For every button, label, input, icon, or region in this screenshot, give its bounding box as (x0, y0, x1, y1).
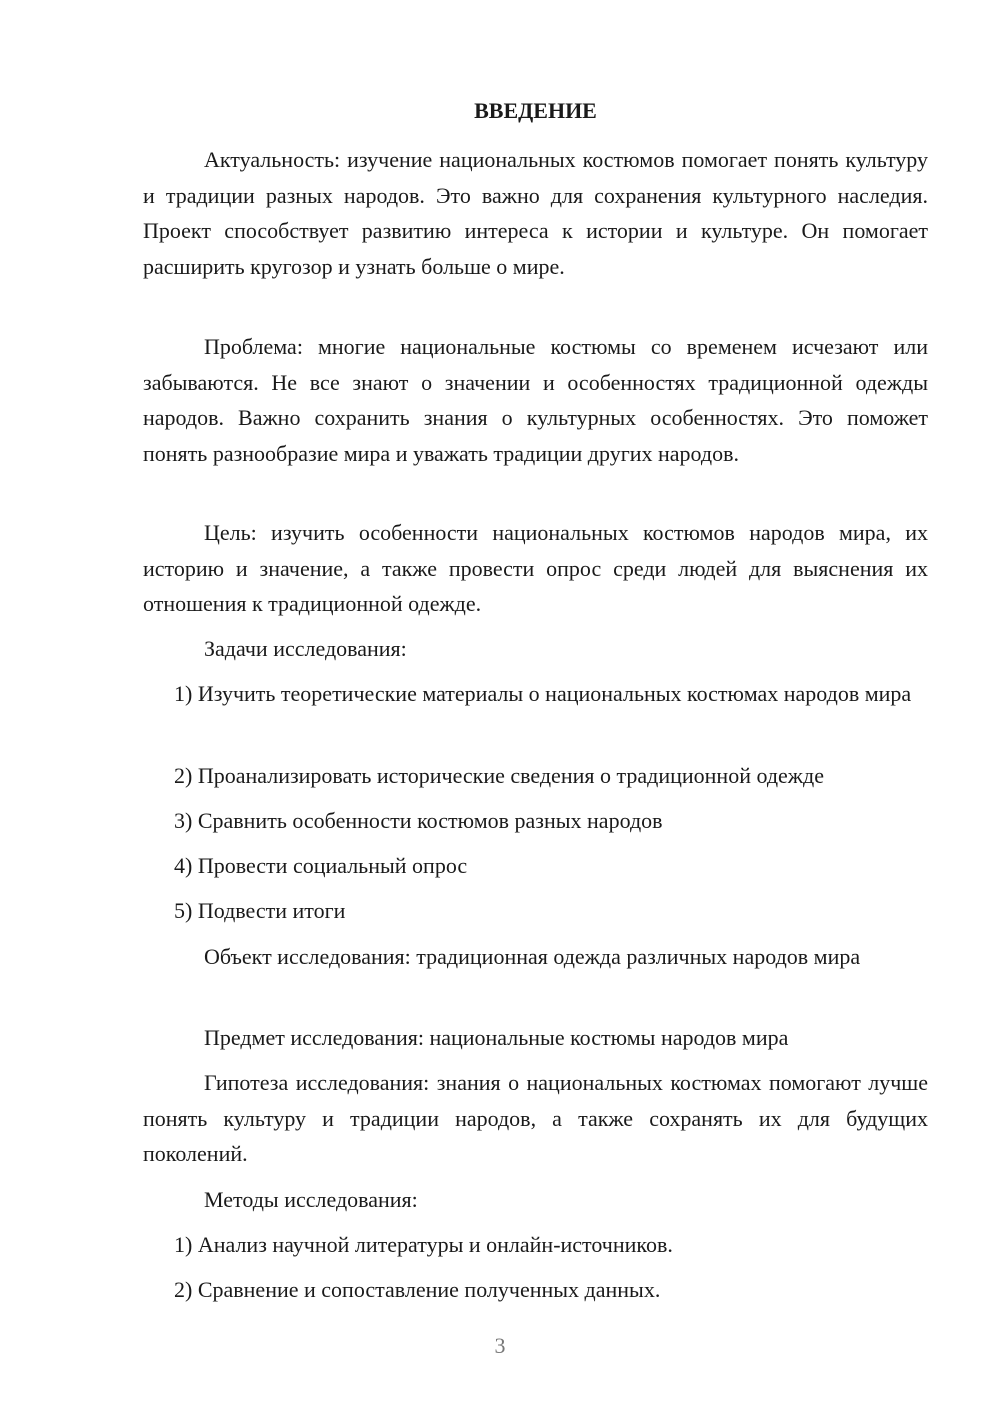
hypothesis-paragraph: Гипотеза исследования: знания о национальных костюмах помогают лучше понять культуру и традиции народов, а также сохранять их для будущих поколений. (143, 1070, 928, 1166)
task-item: 4) Провести социальный опрос (174, 853, 468, 878)
task-item: 5) Подвести итоги (174, 898, 346, 923)
subject-paragraph: Предмет исследования: национальные костюмы народов мира (204, 1025, 789, 1050)
goal-paragraph: Цель: изучить особенности национальных костюмов народов мира, их историю и значение, а также провести опрос среди людей для выяснения их отношения к традиционной одежде. (143, 520, 928, 616)
task-item: 2) Проанализировать исторические сведения о традиционной одежде (174, 763, 824, 788)
problem-paragraph: Проблема: многие национальные костюмы со временем исчезают или забываются. Не все знают о значении и особенностях традиционной одежды народов. Важно сохранить знания о культурных особенностях. Это поможет понять разнообразие мира и уважать традиции других народов. (143, 334, 928, 466)
task-item: 1) Изучить теоретические материалы о национальных костюмах народов мира (174, 681, 912, 706)
relevance-paragraph: Актуальность: изучение национальных костюмов помогает понять культуру и традиции разных народов. Это важно для сохранения культурного наследия. Проект способствует развитию интереса к истории и культуре. Он помогает расширить кругозор и узнать больше о мире. (143, 147, 928, 279)
task-item: 3) Сравнить особенности костюмов разных народов (174, 808, 663, 833)
tasks-title: Задачи исследования: (204, 636, 407, 661)
section-heading: ВВЕДЕНИЕ (474, 98, 597, 123)
method-item: 2) Сравнение и сопоставление полученных данных. (174, 1277, 661, 1302)
methods-title: Методы исследования: (204, 1187, 418, 1212)
page-number: 3 (494, 1333, 506, 1358)
method-item: 1) Анализ научной литературы и онлайн-источников. (174, 1232, 673, 1257)
object-paragraph: Объект исследования: традиционная одежда различных народов мира (204, 944, 861, 969)
